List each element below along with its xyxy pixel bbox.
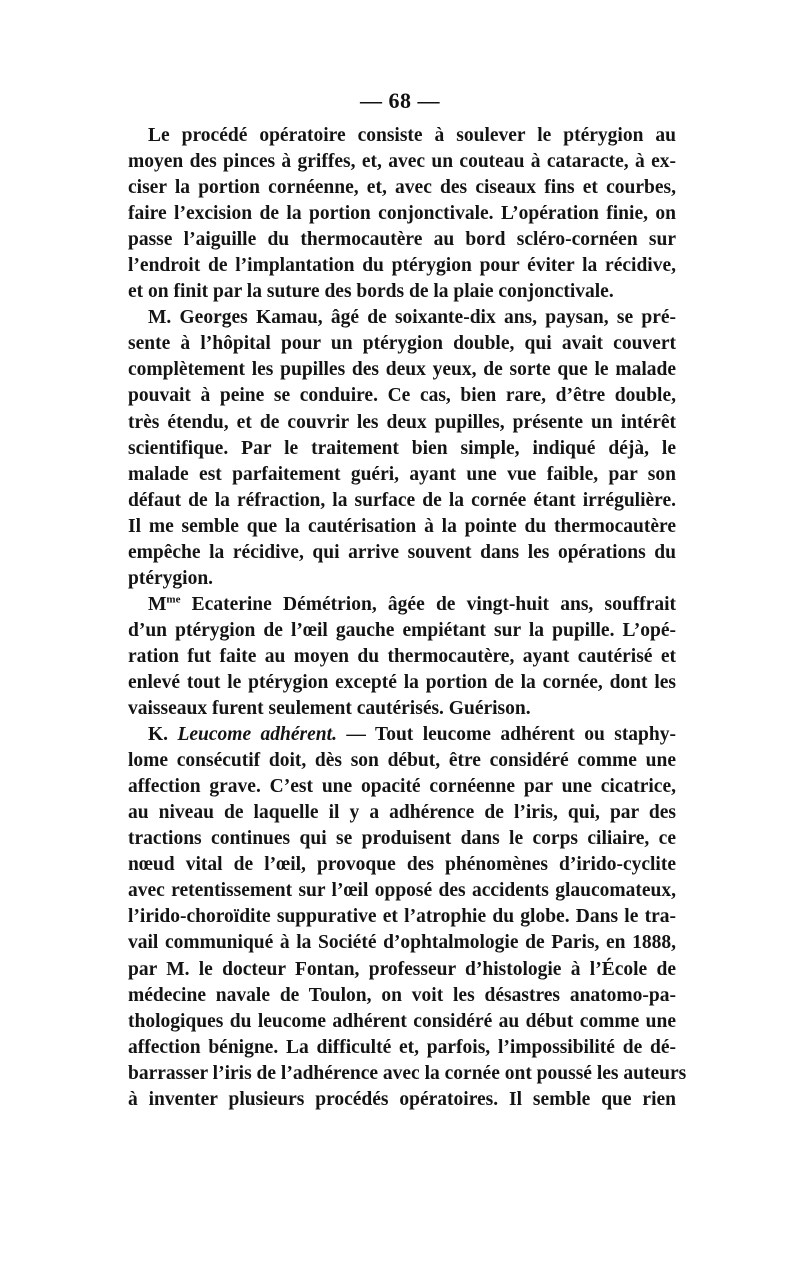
text-line — [128, 305, 676, 331]
line-text: Il me semble que la cautérisation à la pointe du thermocautère — [128, 515, 676, 537]
text-line — [128, 462, 676, 488]
text-line — [128, 748, 676, 774]
line-text: moyen des pinces à griffes, et, avec un couteau à cataracte, à ex- — [128, 151, 676, 173]
line-text: nœud vital de l’œil, provoque des phénomènes d’irido-cyclite — [128, 854, 676, 876]
text-line — [128, 175, 676, 201]
line-text: ration fut faite au moyen du thermocautère, ayant cautérisé et — [128, 645, 676, 667]
text-line — [128, 1009, 676, 1035]
text-line — [128, 930, 676, 956]
line-text: lome consécutif doit, dès son début, être considéré comme une — [128, 750, 676, 772]
text-line — [128, 357, 676, 383]
line-text: et on finit par la suture des bords de la plaie conjonctivale. — [128, 281, 614, 303]
text-line — [128, 1061, 687, 1087]
line-text: ptérygion. — [128, 567, 214, 589]
text-line — [128, 852, 676, 878]
line-text: l’endroit de l’implantation du ptérygion pour éviter la récidive, — [128, 255, 676, 277]
text-line — [128, 566, 676, 592]
line-text: malade est parfaitement guéri, ayant une vue faible, par son — [128, 463, 676, 485]
line-text: au niveau de laquelle il y a adhérence de l’iris, qui, par des — [128, 802, 676, 824]
line-text: avec retentissement sur l’œil opposé des accidents glaucomateux, — [128, 880, 676, 902]
line-text: M. Georges Kamau, âgé de soixante-dix ans, paysan, se pré- — [148, 307, 676, 329]
line-text: d’un ptérygion de l’œil gauche empiétant sur la pupille. L’opé- — [128, 619, 676, 641]
text-line — [128, 774, 676, 800]
line-text: très étendu, et de couvrir les deux pupilles, présente un intérêt — [128, 411, 676, 433]
text-line — [128, 201, 676, 227]
line-prefix: K. — [148, 724, 178, 746]
text-line — [128, 488, 676, 514]
text-line — [128, 592, 676, 618]
line-prefix: M — [148, 593, 167, 615]
text-line — [128, 957, 676, 983]
line-text: à inventer plusieurs procédés opératoires. Il semble que rien — [128, 1088, 676, 1110]
text-line — [128, 1087, 676, 1113]
line-text: passe l’aiguille du thermocautère au bord scléro-cornéen sur — [128, 229, 676, 251]
text-line — [128, 436, 676, 462]
line-text: scientifique. Par le traitement bien simple, indiqué déjà, le — [128, 437, 676, 459]
line-text: médecine navale de Toulon, on voit les désastres anatomo-pa- — [128, 984, 676, 1006]
body-text — [128, 123, 687, 1113]
line-text: sente à l’hôpital pour un ptérygion double, qui avait couvert — [128, 333, 676, 355]
line-text: affection bénigne. La difficulté et, parfois, l’impossibilité de dé- — [128, 1036, 676, 1058]
text-line — [128, 383, 676, 409]
superscript: me — [166, 593, 181, 606]
text-line — [128, 279, 676, 305]
text-line — [128, 722, 676, 748]
line-text: vaisseaux furent seulement cautérisés. Guérison. — [128, 698, 531, 720]
line-text: thologiques du leucome adhérent considéré au début comme une — [128, 1010, 676, 1032]
line-text: complètement les pupilles des deux yeux, de sorte que le malade — [128, 359, 676, 381]
text-line — [128, 123, 676, 149]
text-line — [128, 149, 676, 175]
line-text: Le procédé opératoire consiste à soulever le ptérygion au — [148, 125, 676, 146]
line-text: affection grave. C’est une opacité cornéenne par une cicatrice, — [128, 776, 676, 798]
text-line — [128, 644, 676, 670]
line-text: barrasser l’iris de l’adhérence avec la cornée ont poussé les auteurs — [128, 1062, 687, 1084]
line-text: empêche la récidive, qui arrive souvent dans les opérations du — [128, 541, 676, 563]
text-line — [128, 826, 676, 852]
italic-heading: Leucome adhérent. — [177, 724, 337, 746]
text-line — [128, 800, 676, 826]
text-line — [128, 878, 676, 904]
text-line — [128, 670, 676, 696]
line-text: vail communiqué à la Société d’ophtalmologie de Paris, en 1888, — [128, 932, 676, 954]
line-text: Ecaterine Démétrion, âgée de vingt-huit ans, souffrait — [180, 593, 676, 615]
line-text: l’irido-choroïdite suppurative et l’atrophie du globe. Dans le tra- — [128, 906, 676, 928]
text-line — [128, 514, 676, 540]
line-text: ciser la portion cornéenne, et, avec des ciseaux fins et courbes, — [128, 177, 676, 199]
line-text: faire l’excision de la portion conjonctivale. L’opération finie, on — [128, 203, 676, 225]
text-line — [128, 253, 676, 279]
line-text: défaut de la réfraction, la surface de la cornée étant irrégulière. — [128, 489, 676, 511]
text-line — [128, 904, 676, 930]
text-line — [128, 227, 676, 253]
text-line — [128, 540, 676, 566]
page-number: — 68 — — [360, 88, 440, 113]
line-text: — Tout leucome adhérent ou staphy- — [336, 724, 676, 746]
line-text: pouvait à peine se conduire. Ce cas, bien rare, d’être double, — [128, 385, 676, 407]
text-line — [128, 410, 676, 436]
text-line — [128, 983, 676, 1009]
text-line — [128, 1035, 676, 1061]
text-line — [128, 696, 676, 722]
line-text: par M. le docteur Fontan, professeur d’histologie à l’École de — [128, 958, 676, 980]
text-line — [128, 618, 676, 644]
line-text: enlevé tout le ptérygion excepté la portion de la cornée, dont les — [128, 671, 676, 693]
text-line — [128, 331, 676, 357]
line-text: tractions continues qui se produisent dans le corps ciliaire, ce — [128, 828, 676, 850]
